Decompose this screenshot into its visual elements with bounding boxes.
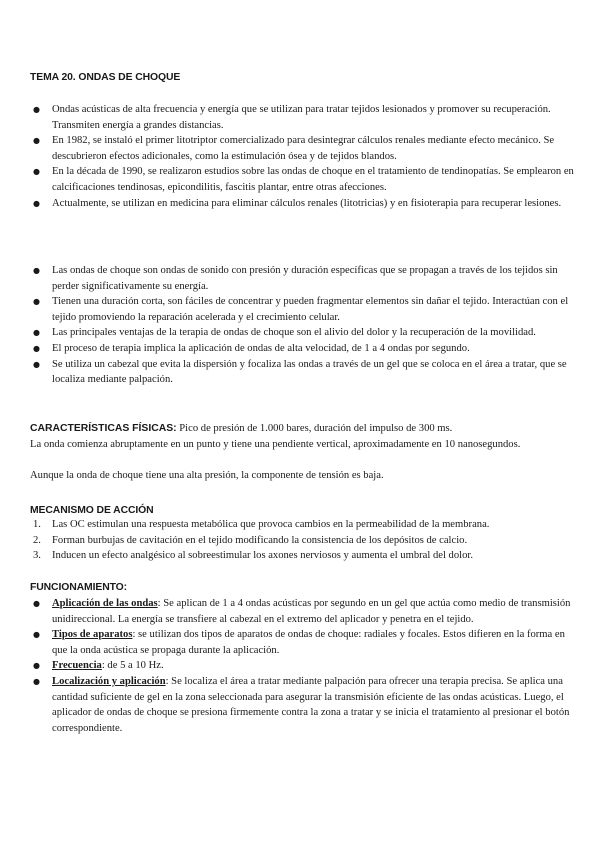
- item-term: Aplicación de las ondas: [52, 598, 158, 609]
- caracteristicas-line-3: Aunque la onda de choque tiene una alta presión, la componente de tensión es baja.: [30, 470, 384, 481]
- list-item: [30, 548, 575, 564]
- page-title: TEMA 20. ONDAS DE CHOQUE: [30, 72, 181, 83]
- item-text: Inducen un efecto analgésico al sobreestimular los axones nerviosos y aumenta el umbral del dolor.: [52, 550, 473, 562]
- second-list: [30, 263, 575, 388]
- item-term: Localización y aplicación: [52, 675, 166, 687]
- item-term: Tipos de aparatos: [52, 629, 133, 641]
- list-item: [30, 627, 575, 658]
- caracteristicas-paragraph: [30, 421, 575, 437]
- list-item: ● En la década de 1990, se realizaron estudios sobre las ondas de choque en el tratamiento de tendinopatías. Se emplearon en calcificaciones tendinosas, epicondilitis, fascitis plantar, entre otras afecciones.: [30, 164, 575, 195]
- caracteristicas-line-2: La onda comienza abruptamente en un punto y tiene una pendiente vertical, aproximadamente en 10 nanosegundos.: [30, 439, 521, 450]
- list-item: [30, 658, 575, 674]
- list-item: ● En 1982, se instaló el primer litotriptor comercializado para desintegrar cálculos renales mediante efecto mecánico. Se descubrieron efectos adicionales, como la estimulación ósea y de tejidos blandos.: [30, 133, 575, 164]
- caracteristicas-first-line: Pico de presión de 1.000 bares, duración del impulso de 300 ms.: [176, 423, 453, 434]
- list-item: ● Actualmente, se utilizan en medicina para eliminar cálculos renales (litotricias) y en fisioterapia para recuperar lesiones.: [30, 196, 575, 212]
- item-term: Frecuencia: [52, 660, 102, 672]
- list-item: ● Se utiliza un cabezal que evita la dispersión y focaliza las ondas a través de un gel que se coloca en el área a tratar, que se localiza mediante palpación.: [30, 357, 575, 388]
- item-text: : Se localiza el área a tratar mediante palpación para ofrecer una terapia precisa. Se aplica una cantidad suficiente de gel en la zona seleccionada para asegurar la transmisión eficiente de las ondas acústicas. Luego, el aplicador de ondas de choque se presiona firmemente contra la zona a tratar y se inicia el tratamiento al presionar el botón correspondiente.: [52, 675, 570, 734]
- funcionamiento-list: [30, 596, 575, 736]
- list-item: ● Las principales ventajas de la terapia de ondas de choque son el alivio del dolor y la recuperación de la movilidad.: [30, 325, 575, 341]
- list-item: [30, 596, 575, 627]
- caracteristicas-heading: CARACTERÍSTICAS FÍSICAS:: [30, 423, 177, 434]
- item-text: Forman burbujas de cavitación en el tejido modificando la consistencia de los depósitos de calcio.: [52, 534, 468, 546]
- list-item: ● Ondas acústicas de alta frecuencia y energía que se utilizan para tratar tejidos lesionados y promover su recuperación. Transmiten energía a grandes distancias.: [30, 102, 575, 133]
- item-number: 1.: [33, 519, 41, 530]
- intro-list: [30, 102, 575, 211]
- item-number: 3.: [33, 550, 41, 562]
- item-text: : de 5 a 10 Hz.: [101, 660, 164, 672]
- list-item: ● Las ondas de choque son ondas de sonido con presión y duración específicas que se propagan a través de los tejidos sin perder significativamente su energía.: [30, 263, 575, 294]
- item-text: Las OC estimulan una respuesta metabólica que provoca cambios en la permeabilidad de la membrana.: [52, 519, 490, 530]
- list-item: ● Tienen una duración corta, son fáciles de concentrar y pueden fragmentar elementos sin dañar el tejido. Interactúan con el tejido promoviendo la reparación acelerada y el crecimiento celular.: [30, 294, 575, 325]
- mecanismo-list: [30, 517, 575, 564]
- funcionamiento-heading: FUNCIONAMIENTO:: [30, 582, 128, 593]
- item-text: : Se aplican de 1 a 4 ondas acústicas por segundo en un gel que actúa como medio de transmisión unidireccional. La energía se transfiere al cabezal en el extremo del aplicador y penetra en el tejido.: [52, 598, 571, 625]
- item-number: 2.: [33, 534, 41, 546]
- list-item: [30, 533, 575, 549]
- list-item: ● El proceso de terapia implica la aplicación de ondas de alta velocidad, de 1 a 4 ondas por segundo.: [30, 341, 575, 357]
- list-item: [30, 674, 575, 736]
- list-item: [30, 517, 575, 533]
- item-text: : se utilizan dos tipos de aparatos de ondas de choque: radiales y focales. Estos difieren en la forma en que la onda acústica se propaga durante la aplicación.: [52, 629, 565, 656]
- mecanismo-heading: MECANISMO DE ACCIÓN: [30, 505, 154, 516]
